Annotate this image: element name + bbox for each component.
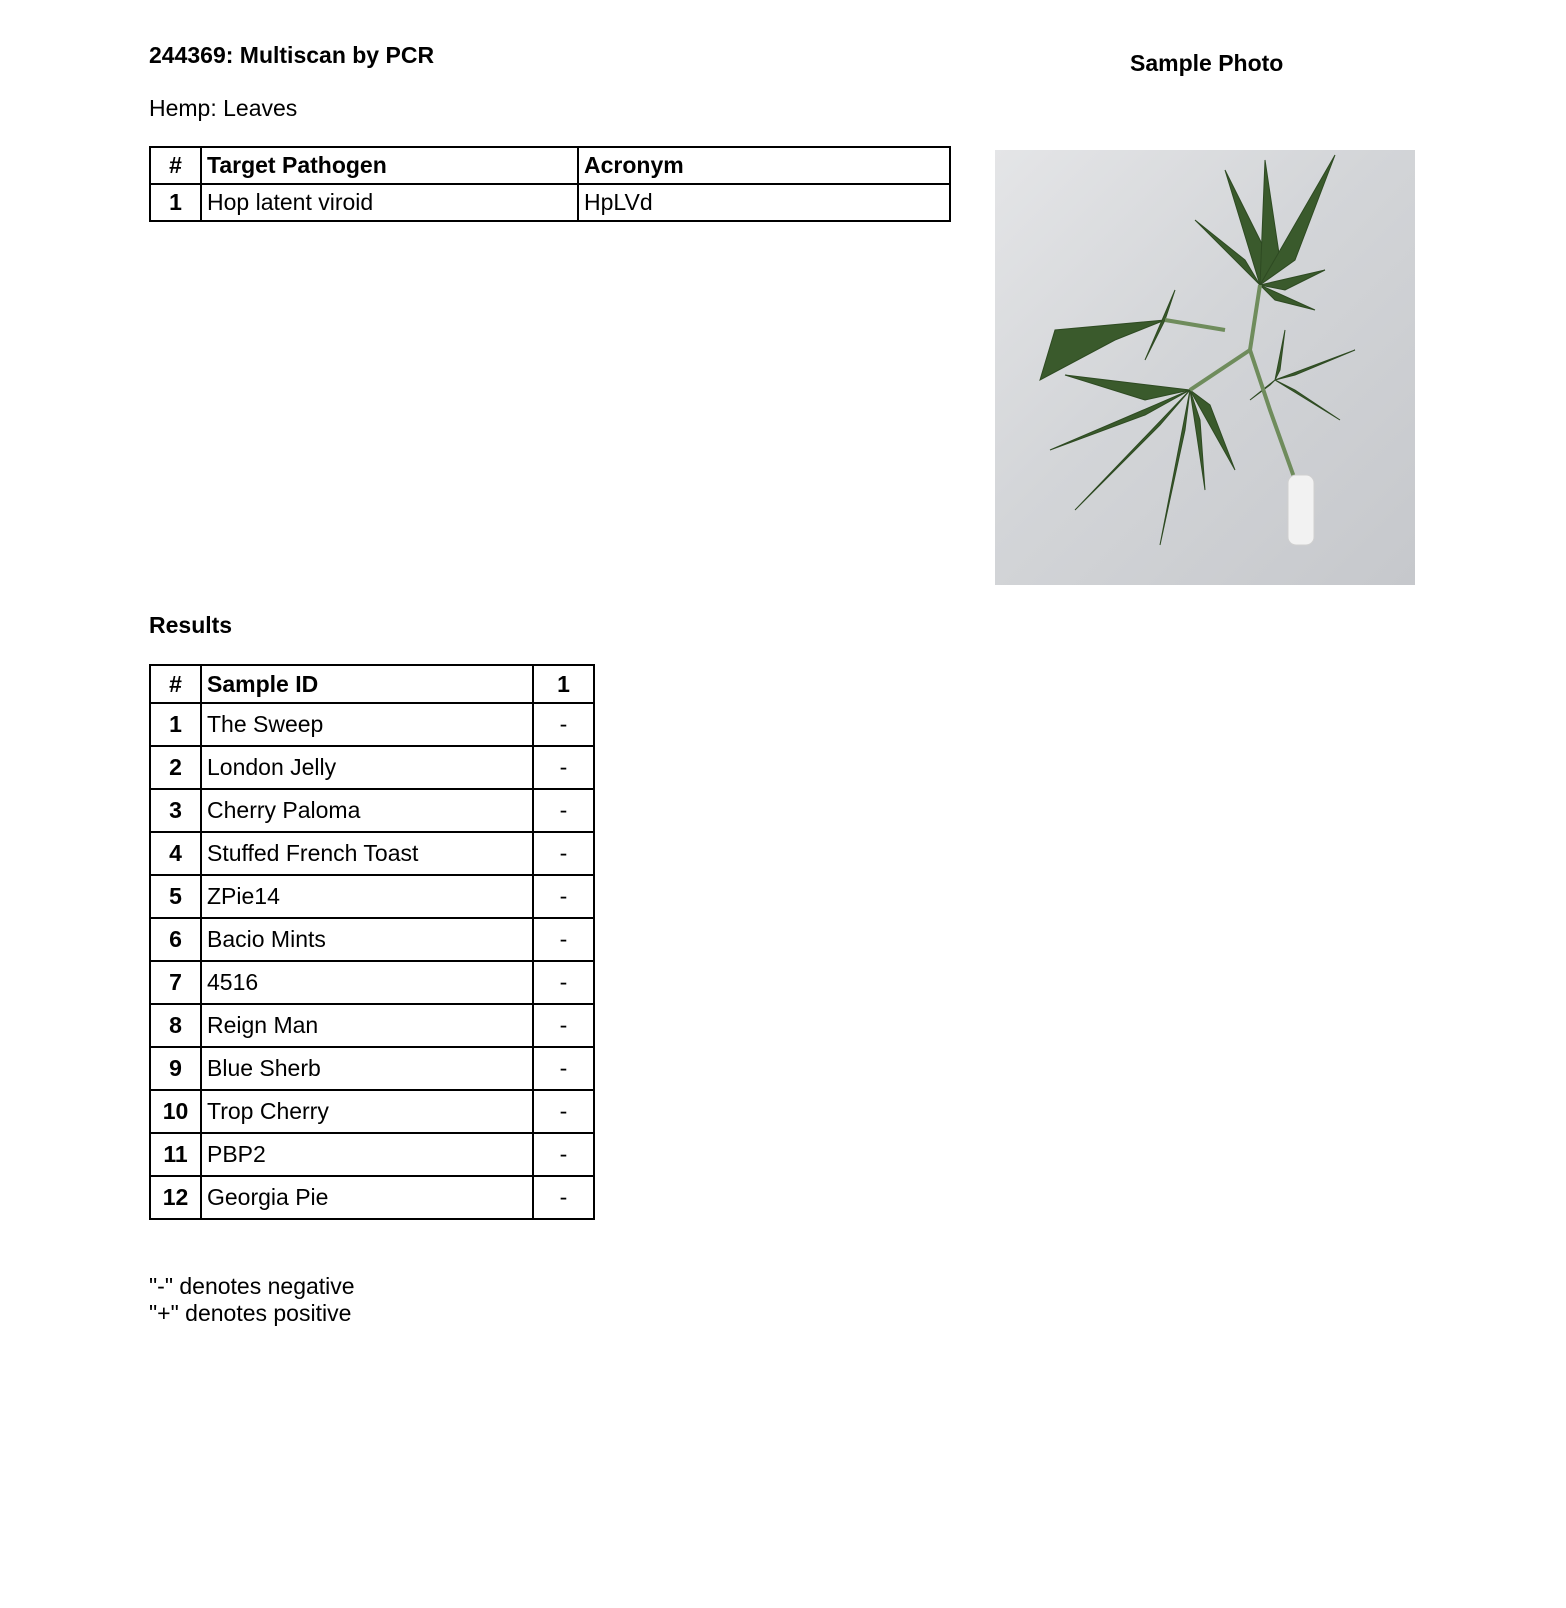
col-sample-id: Sample ID — [201, 665, 533, 703]
hemp-leaf-image — [995, 150, 1415, 585]
sample-id: Cherry Paloma — [201, 789, 533, 832]
row-number: 3 — [150, 789, 201, 832]
row-number: 2 — [150, 746, 201, 789]
result-legend — [149, 1273, 355, 1327]
col-result-1: 1 — [533, 665, 594, 703]
col-target-pathogen: Target Pathogen — [201, 147, 578, 184]
table-row — [150, 1004, 594, 1047]
table-row — [150, 918, 594, 961]
row-number: 1 — [150, 703, 201, 746]
table-row — [150, 703, 594, 746]
sample-result: - — [533, 961, 594, 1004]
sample-result: - — [533, 832, 594, 875]
sample-id: Stuffed French Toast — [201, 832, 533, 875]
sample-id: Georgia Pie — [201, 1176, 533, 1219]
row-number: 6 — [150, 918, 201, 961]
sample-id: London Jelly — [201, 746, 533, 789]
sample-id: ZPie14 — [201, 875, 533, 918]
table-row — [150, 832, 594, 875]
photo-title: Sample Photo — [1130, 50, 1284, 76]
sample-result: - — [533, 703, 594, 746]
row-number: 12 — [150, 1176, 201, 1219]
legend-positive: "+" denotes positive — [149, 1300, 352, 1326]
pathogen-table-header — [150, 147, 950, 184]
sample-result: - — [533, 1176, 594, 1219]
row-number: 7 — [150, 961, 201, 1004]
sample-id: The Sweep — [201, 703, 533, 746]
col-number: # — [150, 147, 201, 184]
sample-result: - — [533, 1133, 594, 1176]
table-row — [150, 961, 594, 1004]
table-row — [150, 789, 594, 832]
results-table-header — [150, 665, 594, 703]
sample-id: Blue Sherb — [201, 1047, 533, 1090]
sample-id: 4516 — [201, 961, 533, 1004]
row-number: 9 — [150, 1047, 201, 1090]
sample-result: - — [533, 789, 594, 832]
table-row — [150, 1090, 594, 1133]
pathogen-table — [149, 146, 951, 222]
pathogen-acronym: HpLVd — [578, 184, 950, 221]
sample-id: Bacio Mints — [201, 918, 533, 961]
sample-result: - — [533, 875, 594, 918]
table-row — [150, 184, 950, 221]
table-row — [150, 1176, 594, 1219]
row-number: 5 — [150, 875, 201, 918]
row-number: 8 — [150, 1004, 201, 1047]
sample-type: Hemp: Leaves — [149, 95, 298, 121]
table-row — [150, 1133, 594, 1176]
sample-result: - — [533, 746, 594, 789]
table-row — [150, 746, 594, 789]
row-number: 11 — [150, 1133, 201, 1176]
sample-result: - — [533, 1090, 594, 1133]
sample-result: - — [533, 1004, 594, 1047]
report-title: 244369: Multiscan by PCR — [149, 42, 435, 68]
row-number: 1 — [150, 184, 201, 221]
sample-result: - — [533, 918, 594, 961]
col-acronym: Acronym — [578, 147, 950, 184]
sample-id: PBP2 — [201, 1133, 533, 1176]
sample-photo — [995, 150, 1415, 585]
results-title: Results — [149, 612, 233, 638]
sample-id: Trop Cherry — [201, 1090, 533, 1133]
pathogen-name: Hop latent viroid — [201, 184, 578, 221]
row-number: 10 — [150, 1090, 201, 1133]
row-number: 4 — [150, 832, 201, 875]
table-row — [150, 875, 594, 918]
legend-negative: "-" denotes negative — [149, 1273, 355, 1299]
table-row — [150, 1047, 594, 1090]
col-number: # — [150, 665, 201, 703]
results-table — [149, 664, 595, 1220]
sample-id: Reign Man — [201, 1004, 533, 1047]
sample-result: - — [533, 1047, 594, 1090]
